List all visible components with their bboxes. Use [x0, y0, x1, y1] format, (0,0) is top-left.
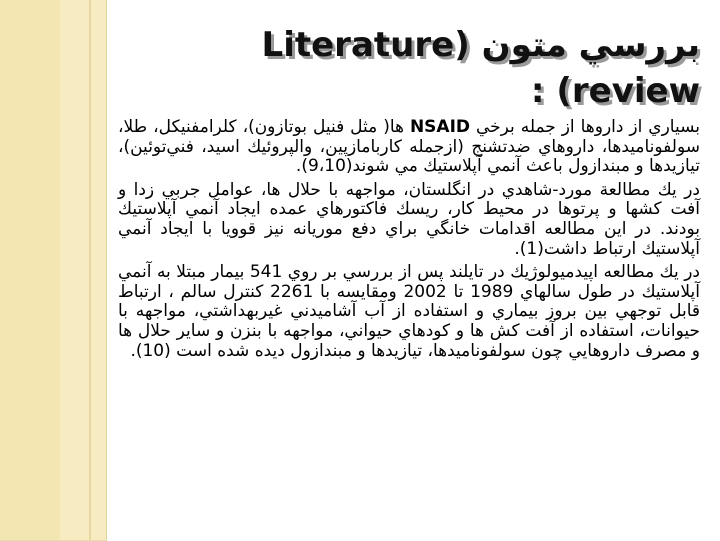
decorative-tile [0, 432, 61, 541]
paragraph-2: در يك مطالعة مورد-شاهدي در انگلستان، مواجهه با حلال ها، عوامل جربي زدا و آفت كشها و پرتوها در محيط كار، ريسك فاكتورهاي عمده ايجاد آنمي آپلاستيك بودند. در اين مطالعه اقدامات خانگي براي دفع موريانه نيز قوويا با ايجاد آنمي آپلاستيك ارتباط داشت(1). [118, 179, 700, 259]
paragraph-3: در يك مطالعه اپيدميولوژيك در تايلند پس از بررسي بر روي 541 بيمار مبتلا به آنمي آپلاستيك در طول سالهاي 1989 تا 2002 ومقايسه با 2261 كنترل سالم ، ارتباط قابل توجهي بين بروز بيماري و استفاده از آب آشاميدني غيربهداشتي، مواجهه با حيوانات، استفاده از آفت كش ها و كودهاي حيواني، مواجهه با بنزن و ساير حلال ها و مصرف داروهايي چون سولفوناميدها، تيازيدها و مبندازول ديده شده است (10). [118, 262, 700, 361]
slide-title-line1: بررسي متون (Literature [261, 25, 700, 65]
slide-body [118, 118, 700, 365]
decorative-tile [60, 432, 107, 541]
decorative-line [89, 0, 91, 540]
decorative-tile [60, 108, 107, 217]
decorative-side-band [0, 0, 106, 540]
paragraph-1-text-a: بسياري از داروها از جمله برخي [470, 117, 700, 137]
slide-title [180, 22, 700, 114]
slide-title-line2: review) : [530, 71, 700, 111]
decorative-tile [60, 324, 107, 433]
decorative-tile [60, 0, 107, 109]
decorative-tile [0, 0, 61, 109]
paragraph-1-text-b: ها( مثل فنيل بوتازون)، كلرامفنيكل، طلا، سولفوناميدها، داروهاي ضدتشنج (ازجمله كاربامازپين، والپروئيك اسيد، فني‌توئين)، تيازيدها و مبندازول باعث آنمي آپلاستيك مي شوند(9،10). [118, 117, 700, 177]
decorative-tile [60, 216, 107, 325]
decorative-tile [0, 216, 61, 325]
paragraph-1-bold: NSAID [409, 117, 471, 137]
paragraph-1 [118, 118, 700, 177]
decorative-tile [0, 324, 61, 433]
decorative-tile [0, 108, 61, 217]
